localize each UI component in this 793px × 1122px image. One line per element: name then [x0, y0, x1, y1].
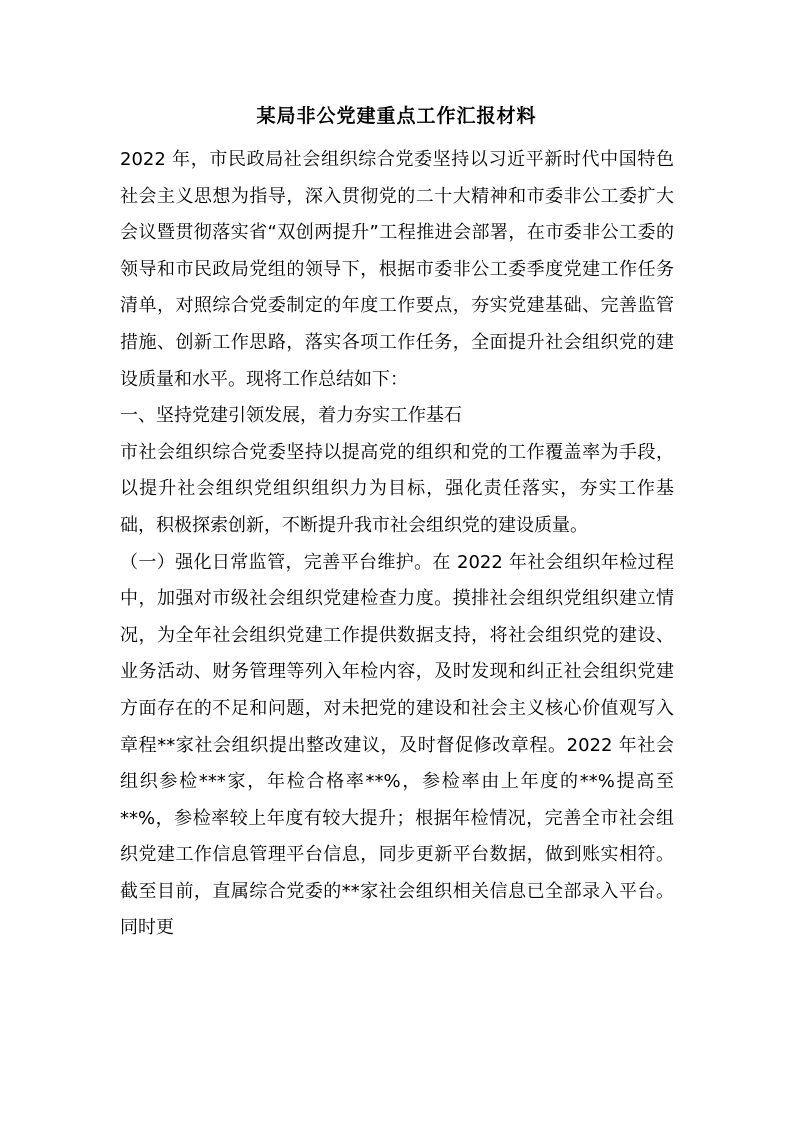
paragraph-intro: 2022 年，市民政局社会组织综合党委坚持以习近平新时代中国特色社会主义思想为指导，深入贯彻党的二十大精神和市委非公工委扩大会议暨贯彻落实省“双创两提升”工程推进会部署，在市委非公工委的领导和市民政局党组的领导下，根据市委非公工委季度党建工作任务清单，对照综合党委制定的年度工作要点，夯实党建基础、完善监管措施、创新工作思路，落实各项工作任务，全面提升社会组织党的建设质量和水平。现将工作总结如下： — [120, 149, 674, 390]
paragraph-section-1-summary: 市社会组织综合党委坚持以提高党的组织和党的工作覆盖率为手段，以提升社会组织党组织组织力为目标，强化责任落实，夯实工作基础，积极探索创新，不断提升我市社会组织党的建设质量。 — [120, 441, 674, 536]
paragraph-subsection-1: （一）强化日常监管，完善平台维护。在 2022 年社会组织年检过程中，加强对市级社会组织党建检查力度。摸排社会组织党组织建立情况，为全年社会组织党建工作提供数据支持，将社会组织党的建设、业务活动、财务管理等列入年检内容，及时发现和纠正社会组织党建方面存在的不足和问题，对未把党的建设和社会主义核心价值观写入章程**家社会组织提出整改建议，及时督促修改章程。2022 年社会组织参检***家，年检合格率**%，参检率由上年度的**%提高至**%，参检率较上年度有较大提升；根据年检情况，完善全市社会组织党建工作信息管理平台信息，同步更新平台数据，做到账实相符。截至目前，直属综合党委的**家社会组织相关信息已全部录入平台。同时更 — [120, 551, 674, 939]
document-title: 某局非公党建重点工作汇报材料 — [256, 105, 537, 127]
document-body — [120, 142, 674, 947]
section-heading-1: 一、坚持党建引领发展，着力夯实工作基石 — [120, 405, 462, 427]
